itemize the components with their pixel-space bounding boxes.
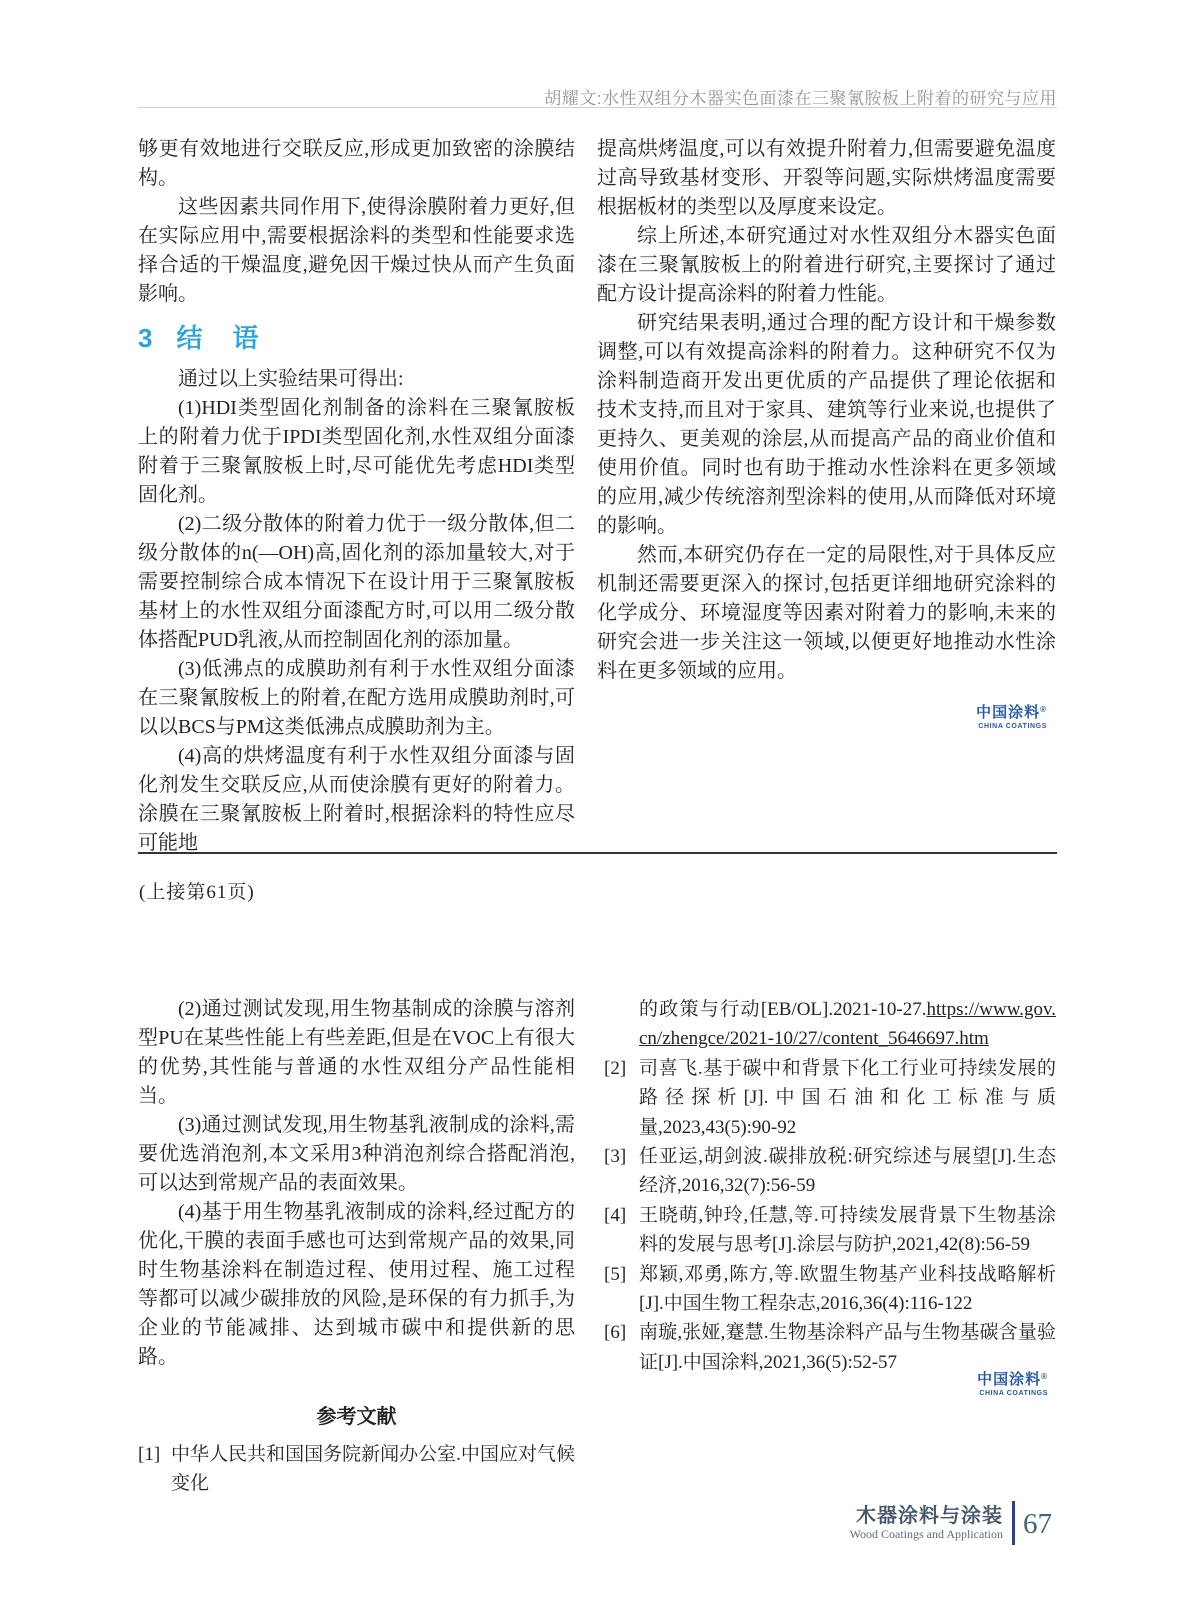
journal-footer xyxy=(850,1501,1052,1545)
paragraph: (3)通过测试发现,用生物基乳液制成的涂料,需要优选消泡剂,本文采用3种消泡剂综合搭配消泡,可以达到常规产品的表面效果。 xyxy=(138,1114,575,1194)
journal-name-en: Wood Coatings and Application xyxy=(849,1527,1003,1541)
reference-item xyxy=(597,1054,1056,1142)
paragraph: (2)通过测试发现,用生物基制成的涂膜与溶剂型PU在某些性能上有些差距,但是在VOC上有很大的优势,其性能与普通的水性双组分产品性能相当。 xyxy=(138,998,575,1107)
reference-number: [5] xyxy=(604,1263,627,1285)
page-number: 67 xyxy=(1023,1507,1052,1540)
reference-item xyxy=(597,1318,1056,1377)
paragraph: (4)基于用生物基乳液制成的涂料,经过配方的优化,干膜的表面手感也可达到常规产品的效果,同时生物基涂料在制造过程、使用过程、施工过程等都可以减少碳排放的风险,是环保的有力抓手,为企业的节能减排、达到城市碳中和提供新的思路。 xyxy=(138,1201,575,1368)
journal-name-cn: 木器涂料与涂装 xyxy=(856,1505,1003,1527)
footer-divider-bar xyxy=(1012,1501,1015,1545)
section-heading xyxy=(138,321,575,355)
reference-number: [6] xyxy=(604,1322,627,1344)
reference-item xyxy=(597,1201,1056,1260)
references-heading: 参考文献 xyxy=(316,1406,397,1428)
reference-url: https://www.gov.cn/zhengce/2021-10/27/content_5646697.htm xyxy=(639,999,1056,1050)
paragraph: 提高烘烤温度,可以有效提升附着力,但需要避免温度过高导致基材变形、开裂等问题,实际烘烤温度需要根据板材的类型以及厚度来设定。 xyxy=(597,138,1056,218)
reference-text: 郑颖,邓勇,陈方,等.欧盟生物基产业科技战略解析[J].中国生物工程杂志,2016,36(4):116-122 xyxy=(639,1263,1056,1315)
section-title: 结 语 xyxy=(176,323,261,353)
registered-mark-icon: ® xyxy=(1041,1372,1048,1381)
paragraph: 研究结果表明,通过合理的配方设计和干燥参数调整,可以有效提高涂料的附着力。这种研究不仅为涂料制造商开发出更优质的产品提供了理论依据和技术支持,而且对于家具、建筑等行业来说,也提供了更持久、更美观的涂层,从而提高产品的商业价值和使用价值。同时也有助于推动水性涂料在更多领域的应用,减少传统溶剂型涂料的使用,从而降低对环境的影响。 xyxy=(597,312,1056,537)
reference-number: [2] xyxy=(604,1057,627,1079)
continuation-note: (上接第61页) xyxy=(139,882,255,903)
paragraph: (2)二级分散体的附着力优于一级分散体,但二级分散体的n(—OH)高,固化剂的添加量较大,对于需要控制综合成本情况下在设计用于三聚氰胺板基材上的水性双组分面漆配方时,可以用二级分散体搭配PUD乳液,从而控制固化剂的添加量。 xyxy=(138,513,575,651)
logo-wordmark: 中国涂料® xyxy=(977,1371,1048,1388)
paragraph: (4)高的烘烤温度有利于水性双组分面漆与固化剂发生交联反应,从而使涂膜有更好的附着力。涂膜在三聚氰胺板上附着时,根据涂料的特性应尽可能地 xyxy=(138,745,575,854)
reference-item xyxy=(138,1440,575,1499)
logo-wordmark: 中国涂料® xyxy=(976,704,1047,721)
reference-item-continuation xyxy=(597,995,1056,1054)
paragraph: 够更有效地进行交联反应,形成更加致密的涂膜结构。 xyxy=(138,138,575,189)
paragraph: (3)低沸点的成膜助剂有利于水性双组分面漆在三聚氰胺板上的附着,在配方选用成膜助剂时,可以以BCS与PM这类低沸点成膜助剂为主。 xyxy=(138,658,575,738)
reference-text: 王晓萌,钟玲,任慧,等.可持续发展背景下生物基涂料的发展与思考[J].涂层与防护,2021,42(8):56-59 xyxy=(639,1204,1056,1256)
reference-text: 司喜飞.基于碳中和背景下化工行业可持续发展的路径探析[J].中国石油和化工标准与质量,2023,43(5):90-92 xyxy=(639,1057,1056,1138)
journal-name xyxy=(850,1505,1003,1541)
logo-subtitle: CHINA COATINGS xyxy=(978,723,1047,730)
paragraph: 然而,本研究仍存在一定的局限性,对于具体反应机制还需要更深入的探讨,包括更详细地研究涂料的化学成分、环境湿度等因素对附着力的影响,未来的研究会进一步关注这一领域,以便更好地推动水性涂料在更多领域的应用。 xyxy=(597,544,1056,682)
section-number: 3 xyxy=(138,323,153,353)
paragraph: 综上所述,本研究通过对水性双组分木器实色面漆在三聚氰胺板上的附着进行研究,主要探讨了通过配方设计提高涂料的附着力性能。 xyxy=(597,225,1056,305)
reference-text: 任亚运,胡剑波.碳排放税:研究综述与展望[J].生态经济,2016,32(7):56-59 xyxy=(639,1146,1056,1197)
top-right-column xyxy=(597,135,1056,686)
paragraph: 这些因素共同作用下,使得涂膜附着力更好,但在实际应用中,需要根据涂料的类型和性能要求选择合适的干燥温度,避免因干燥过快从而产生负面影响。 xyxy=(138,196,575,305)
paragraph: (1)HDI类型固化剂制备的涂料在三聚氰胺板上的附着力优于IPDI类型固化剂,水性双组分面漆附着于三聚氰胺板上时,尽可能优先考虑HDI类型固化剂。 xyxy=(138,397,575,506)
bottom-left-column xyxy=(138,995,575,1499)
paragraph: 通过以上实验结果可得出: xyxy=(178,368,404,390)
reference-number: [4] xyxy=(604,1204,627,1226)
top-left-column xyxy=(138,135,575,858)
reference-number: [1] xyxy=(138,1444,161,1465)
reference-item xyxy=(597,1142,1056,1201)
reference-item xyxy=(597,1260,1056,1319)
running-title: 胡耀文:水性双组分木器实色面漆在三聚氰胺板上附着的研究与应用 xyxy=(544,89,1057,108)
china-coatings-logo xyxy=(977,1372,1048,1398)
reference-number: [3] xyxy=(604,1146,627,1168)
bottom-right-column xyxy=(597,995,1056,1377)
logo-subtitle: CHINA COATINGS xyxy=(979,1390,1048,1397)
reference-text: 中华人民共和国国务院新闻办公室.中国应对气候变化 xyxy=(171,1444,575,1495)
registered-mark-icon: ® xyxy=(1040,705,1047,714)
article-divider xyxy=(138,852,1057,854)
header-rule xyxy=(138,107,1057,108)
reference-text: 南璇,张娅,蹇慧.生物基涂料产品与生物基碳含量验证[J].中国涂料,2021,36(5):52-57 xyxy=(639,1322,1056,1373)
reference-text: 的政策与行动[EB/OL].2021-10-27. xyxy=(639,999,927,1020)
china-coatings-logo xyxy=(976,705,1047,731)
